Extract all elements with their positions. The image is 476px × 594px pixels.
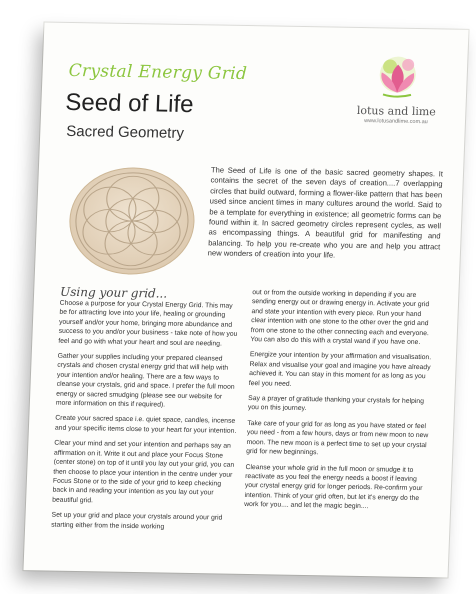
brand-url: www.lotusandlime.com.au xyxy=(364,118,428,126)
script-title: Crystal Energy Grid xyxy=(68,60,248,85)
paragraph: Gather your supplies including your prepared cleansed crystals and chosen crystal energy grid that will help with your intention and/or healing. There are a few ways to cleanse your crystals, grid and space. I prefer the full moon energy or sacred smudging (please see our website for more information on this if required). xyxy=(55,352,235,409)
paragraph: out or from the outside working in depending if you are sending energy out or drawing energy in. Activate your grid and state your intention with every piece. Run your hand clear intention with one stone to the other over the grid and from one stone to the other connecting each and everyone. You can also do this with a crystal wand if you have one. xyxy=(250,289,430,347)
right-column xyxy=(244,288,435,519)
brand-name: lotus and lime xyxy=(356,103,437,119)
paragraph: Clear your mind and set your intention and perhaps say an affirmation on it. Write it out and place your Focus Stone (center stone) on top of it until you lay out your grid, you can then choose to place your intention in the centre under your Focus Stone or to the side of your grid to keep checking back in and reading your intention as you lay out your beautiful grid. xyxy=(52,439,235,505)
paragraph: Choose a purpose for your Crystal Energy Grid. This may be for attracting love into your life, healing or grounding yourself and/or your home, bringing more abundance and success to you and/or your business - take note of how you feel and go with what your heart and soul are needing. xyxy=(58,299,238,348)
intro-paragraph: The Seed of Life is one of the basic sacred geometry shapes. It contains the secret of the seven days of creation....7 overlapping circles that build outward, forming a flower-like pattern that has been used since ancient times in many cultures around the world. Said to be a template for everything in existence; all geometric forms can be found within it. In sacred geometry circles represent cycles, as well as encompassing things. A beautiful grid for manifesting and balancing. To help you re-create who you are and help you attract new wonders of creation into your life. xyxy=(207,165,444,260)
lotus-icon xyxy=(367,52,429,103)
paragraph: Say a prayer of gratitude thanking your crystals for helping you on this journey. xyxy=(247,395,425,413)
using-heading: Using your grid... xyxy=(59,284,168,301)
paragraph: Energize your intention by your affirmation and visualisation. Relax and visualise your goal and imagine you have already achieved it. You can stay in this moment for as long as you feel you need. xyxy=(248,351,432,388)
left-column xyxy=(51,299,242,539)
brand-logo xyxy=(355,52,440,125)
page-subtitle: Sacred Geometry xyxy=(66,122,185,142)
paragraph: Cleanse your whole grid in the full moon or smudge it to reactivate as you feel the energy needs a boost if leaving your crystal energy grid for longer periods. Re-confirm your intention. Think of your grid often, but let it's energy do the work for you.... and let the magic begin.... xyxy=(244,463,423,511)
seed-of-life-disc xyxy=(65,165,199,277)
flyer-sheet xyxy=(23,23,468,578)
page-title: Seed of Life xyxy=(64,88,195,119)
paragraph: Create your sacred space i.e. quiet space, candles, incense and your specific items close to your heart for your intention. xyxy=(54,415,237,435)
paragraph: Take care of your grid for as long as you have stated or feel you need - from a few hours, days or from new moon to new moon. The new moon is a perfect time to set up your crystal grid for new beginnings. xyxy=(246,419,429,457)
paragraph: Set up your grid and place your crystals around your grid starting either from the inside working xyxy=(51,511,223,531)
